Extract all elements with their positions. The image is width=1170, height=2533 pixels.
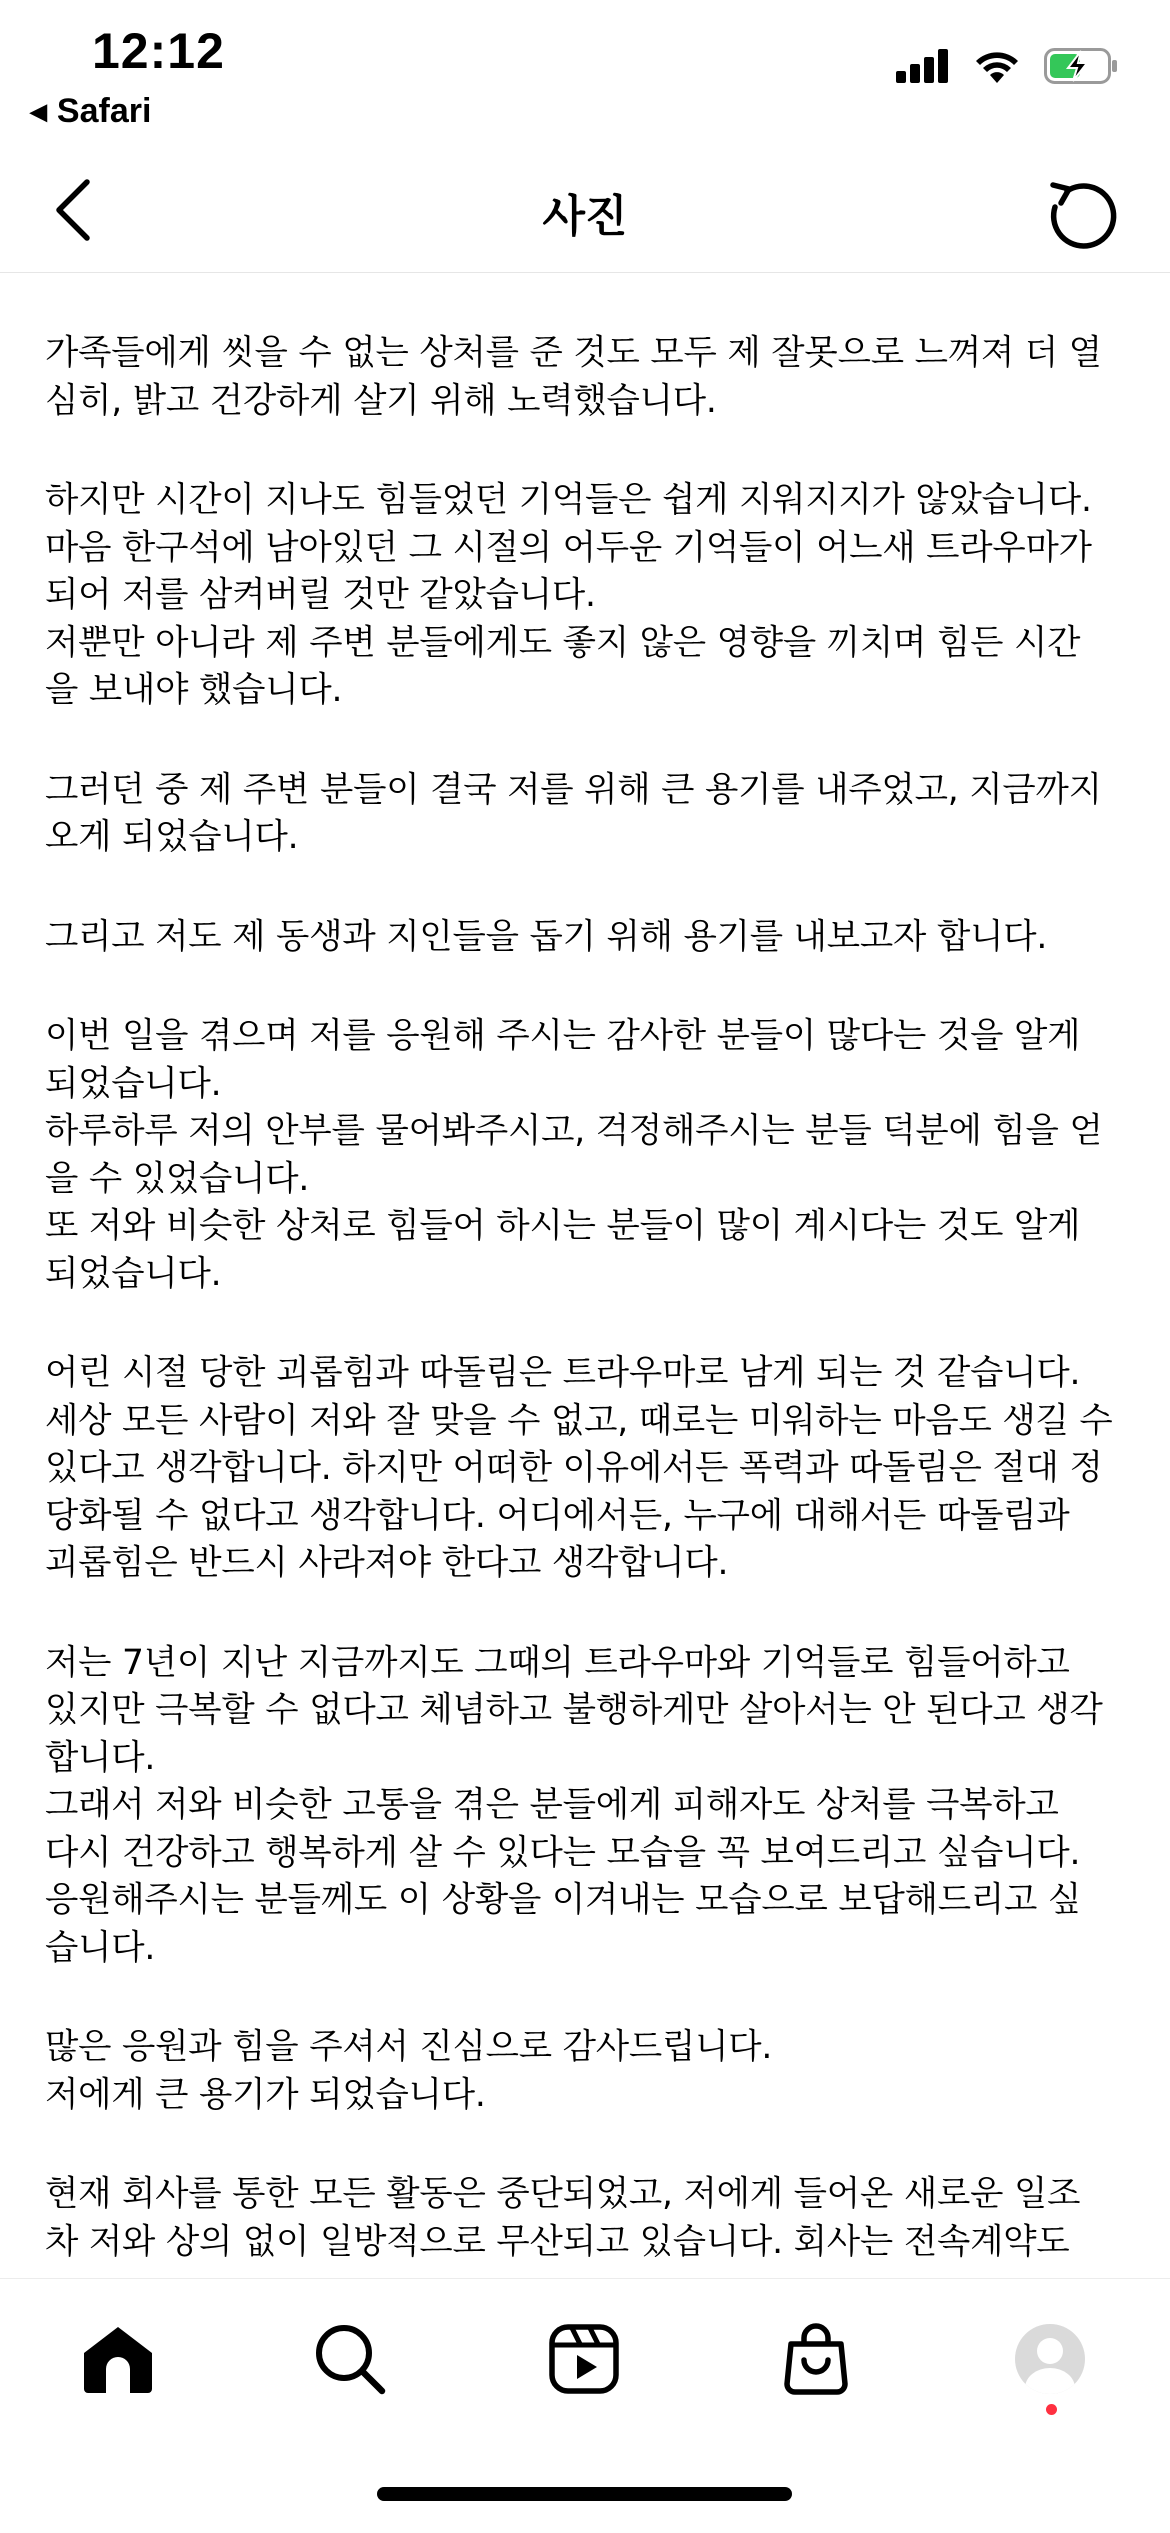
tab-search[interactable]: [300, 2309, 400, 2409]
avatar-icon: [1015, 2324, 1085, 2394]
page-title: 사진: [542, 191, 628, 242]
article-paragraph: [45, 914, 1135, 962]
paragraph-line: 되었습니다.: [45, 1253, 222, 1294]
nav-header: [0, 150, 1170, 273]
tab-reels[interactable]: [534, 2309, 634, 2409]
article-paragraph: [45, 1640, 1135, 1973]
tab-home[interactable]: [68, 2309, 168, 2409]
cellular-signal-icon: [896, 49, 950, 83]
paragraph-line: 하루하루 저의 안부를 물어봐주시고, 걱정해주시는 분들 덕분에 힘을 얻: [45, 1111, 1103, 1151]
paragraph-line: 당화될 수 없다고 생각합니다. 어디에서든, 누구에 대해서든 따돌림과: [45, 1495, 1070, 1536]
article-paragraph: [45, 477, 1135, 715]
paragraph-line: 현재 회사를 통한 모든 활동은 중단되었고, 저에게 들어온 새로운 일조: [45, 2174, 1081, 2214]
paragraph-line: 을 보내야 했습니다.: [45, 670, 343, 710]
paragraph-line: 세상 모든 사람이 저와 잘 맞을 수 없고, 때로는 미워하는 마음도 생길 수: [45, 1400, 1113, 1441]
paragraph-line: 그래서 저와 비슷한 고통을 겪은 분들에게 피해자도 상처를 극복하고: [45, 1785, 1059, 1825]
tab-profile[interactable]: [1000, 2309, 1100, 2409]
status-time: 12:12: [92, 23, 225, 79]
paragraph-line: 있지만 극복할 수 없다고 체념하고 불행하게만 살아서는 안 된다고 생각: [45, 1690, 1103, 1730]
paragraph-line: 있다고 생각합니다. 하지만 어떠한 이유에서든 폭력과 따돌림은 절대 정: [45, 1448, 1103, 1488]
paragraph-line: 마음 한구석에 남아있던 그 시절의 어두운 기억들이 어느새 트라우마가: [45, 527, 1092, 568]
paragraph-line: 가족들에게 씻을 수 없는 상처를 준 것도 모두 제 잘못으로 느껴져 더 열: [45, 333, 1102, 373]
status-bar: [0, 0, 1170, 150]
tab-shop[interactable]: [766, 2309, 866, 2409]
article-paragraph: [45, 1350, 1135, 1588]
paragraph-line: 그러던 중 제 주변 분들이 결국 저를 위해 큰 용기를 내주었고, 지금까지: [45, 769, 1102, 810]
battery-charging-icon: [1044, 48, 1120, 84]
paragraph-line: 어린 시절 당한 괴롭힘과 따돌림은 트라우마로 남게 되는 것 같습니다.: [45, 1353, 1081, 1393]
back-to-safari-link[interactable]: [30, 92, 151, 131]
paragraph-line: 저는 7년이 지난 지금까지도 그때의 트라우마와 기억들로 힘들어하고: [45, 1642, 1070, 1683]
reels-icon: [548, 2323, 620, 2395]
refresh-button[interactable]: [1038, 168, 1128, 258]
article-paragraph: [45, 2024, 1135, 2119]
home-indicator: [377, 2487, 792, 2501]
shopping-bag-icon: [781, 2322, 851, 2396]
paragraph-line: 응원해주시는 분들께도 이 상황을 이겨내는 모습으로 보답해드리고 싶: [45, 1880, 1082, 1920]
paragraph-line: 되어 저를 삼켜버릴 것만 같았습니다.: [45, 575, 596, 615]
paragraph-line: 습니다.: [45, 1927, 156, 1968]
home-icon: [80, 2323, 156, 2395]
search-icon: [313, 2322, 387, 2396]
paragraph-line: 다시 건강하고 행복하게 살 수 있다는 모습을 꼭 보여드리고 싶습니다.: [45, 1832, 1081, 1873]
wifi-icon: [974, 49, 1020, 83]
paragraph-line: 괴롭힘은 반드시 사라져야 한다고 생각합니다.: [45, 1543, 729, 1583]
paragraph-line: 저뿐만 아니라 제 주변 분들에게도 좋지 않은 영향을 끼치며 힘든 시간: [45, 622, 1081, 663]
article-paragraph: [45, 330, 1135, 425]
article-paragraph: [45, 2171, 1135, 2266]
paragraph-line: 을 수 있었습니다.: [45, 1158, 310, 1199]
article-content: [45, 330, 1135, 2275]
article-paragraph: [45, 767, 1135, 862]
refresh-icon: [1047, 177, 1119, 249]
paragraph-line: 오게 되었습니다.: [45, 817, 299, 857]
triangle-left-icon: ◀: [30, 98, 47, 124]
paragraph-line: 차 저와 상의 없이 일방적으로 무산되고 있습니다. 회사는 전속계약도: [45, 2221, 1070, 2262]
back-app-label: Safari: [56, 92, 152, 130]
status-icons: [896, 48, 1120, 84]
paragraph-line: 하지만 시간이 지나도 힘들었던 기억들은 쉽게 지워지지가 않았습니다.: [45, 480, 1092, 520]
paragraph-line: 이번 일을 겪으며 저를 응원해 주시는 감사한 분들이 많다는 것을 알게: [45, 1016, 1081, 1056]
paragraph-line: 또 저와 비슷한 상처로 힘들어 하시는 분들이 많이 계시다는 것도 알게: [45, 1206, 1081, 1246]
paragraph-line: 저에게 큰 용기가 되었습니다.: [45, 2074, 486, 2115]
paragraph-line: 많은 응원과 힘을 주셔서 진심으로 감사드립니다.: [45, 2027, 773, 2067]
notification-dot: [1046, 2404, 1057, 2415]
article-paragraph: [45, 1013, 1135, 1298]
paragraph-line: 합니다.: [45, 1737, 156, 1778]
paragraph-line: 그리고 저도 제 동생과 지인들을 돕기 위해 용기를 내보고자 합니다.: [45, 916, 1048, 957]
paragraph-line: 되었습니다.: [45, 1063, 222, 1104]
paragraph-line: 심히, 밝고 건강하게 살기 위해 노력했습니다.: [45, 380, 717, 421]
